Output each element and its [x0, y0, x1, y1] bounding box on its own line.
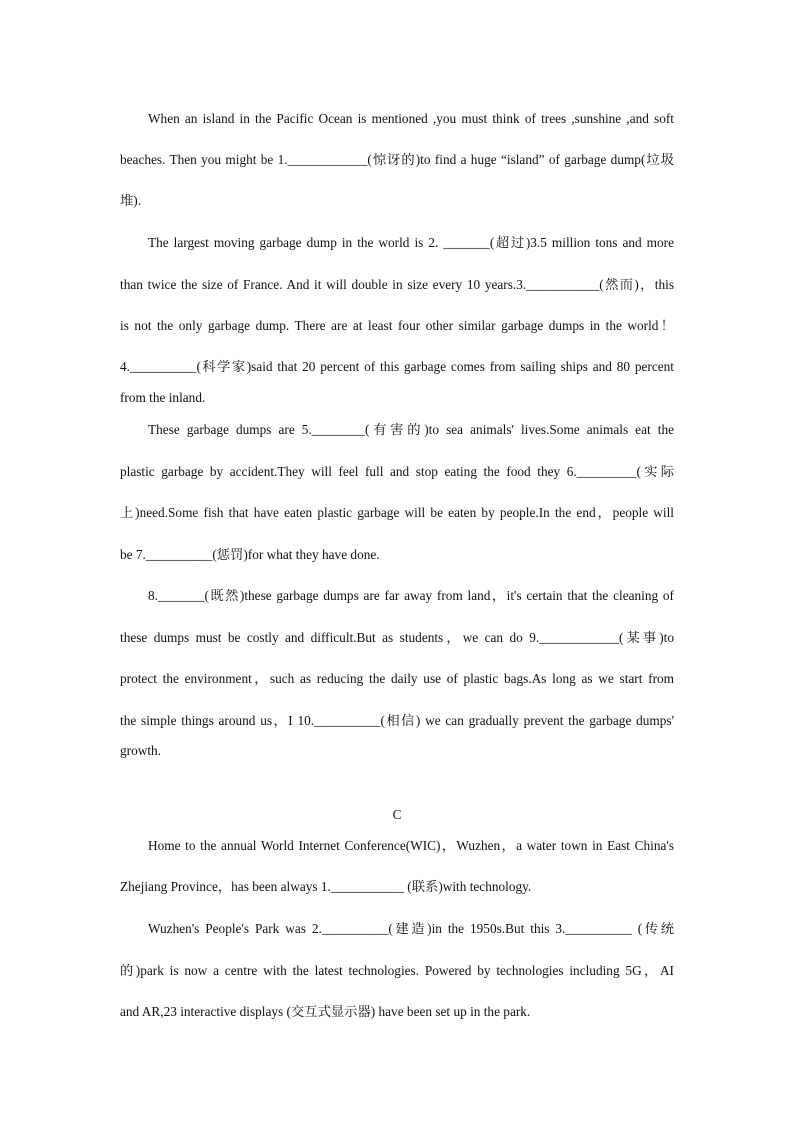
text-line: 上)need.Some fish that have eaten plastic garbage will be eaten by people.In the end，people will	[120, 505, 674, 520]
text-line: beaches. Then you might be 1.____________(惊讶的)to find a huge “island” of garbage dump(垃圾	[120, 152, 674, 167]
text-line: growth.	[120, 743, 161, 758]
text-line: plastic garbage by accident.They will feel full and stop eating the food they 6._________(实际	[120, 464, 674, 479]
text-line: These garbage dumps are 5.________(有害的)to sea animals' lives.Some animals eat the	[148, 422, 674, 437]
text-line: is not the only garbage dump. There are at least four other similar garbage dumps in the world！	[120, 318, 674, 333]
text-line: from the inland.	[120, 390, 206, 405]
text-line: the simple things around us，I 10.__________(相信) we can gradually prevent the garbage dumps'	[120, 713, 674, 728]
text-line: Home to the annual World Internet Conference(WIC)，Wuzhen，a water town in East China's	[148, 838, 674, 853]
text-line: and AR,23 interactive displays (交互式显示器) have been set up in the park.	[120, 1004, 531, 1019]
text-line: protect the environment，such as reducing the daily use of plastic bags.As long as we start from	[120, 671, 674, 686]
text-line: The largest moving garbage dump in the world is 2. _______(超过)3.5 million tons and more	[148, 235, 674, 250]
section-heading: C	[392, 807, 402, 822]
text-line: 8._______(既然)these garbage dumps are far away from land，it's certain that the cleaning of	[148, 588, 674, 603]
text-line: 堆).	[120, 193, 142, 208]
text-line: than twice the size of France. And it will double in size every 10 years.3.___________(然而)，this	[120, 277, 674, 292]
text-line: 4.__________(科学家)said that 20 percent of this garbage comes from sailing ships and 80 percent	[120, 359, 674, 374]
text-line: When an island in the Pacific Ocean is mentioned ,you must think of trees ,sunshine ,and soft	[148, 111, 674, 126]
text-line: Wuzhen's People's Park was 2.__________(建造)in the 1950s.But this 3.__________ (传统	[148, 921, 674, 936]
text-line: 的)park is now a centre with the latest technologies. Powered by technologies including 5G，AI	[120, 963, 674, 978]
text-line: be 7.__________(惩罚)for what they have done.	[120, 547, 380, 562]
text-line: Zhejiang Province，has been always 1.___________ (联系)with technology.	[120, 879, 532, 894]
text-line: these dumps must be costly and difficult.But as students，we can do 9.____________(某事)to	[120, 630, 674, 645]
